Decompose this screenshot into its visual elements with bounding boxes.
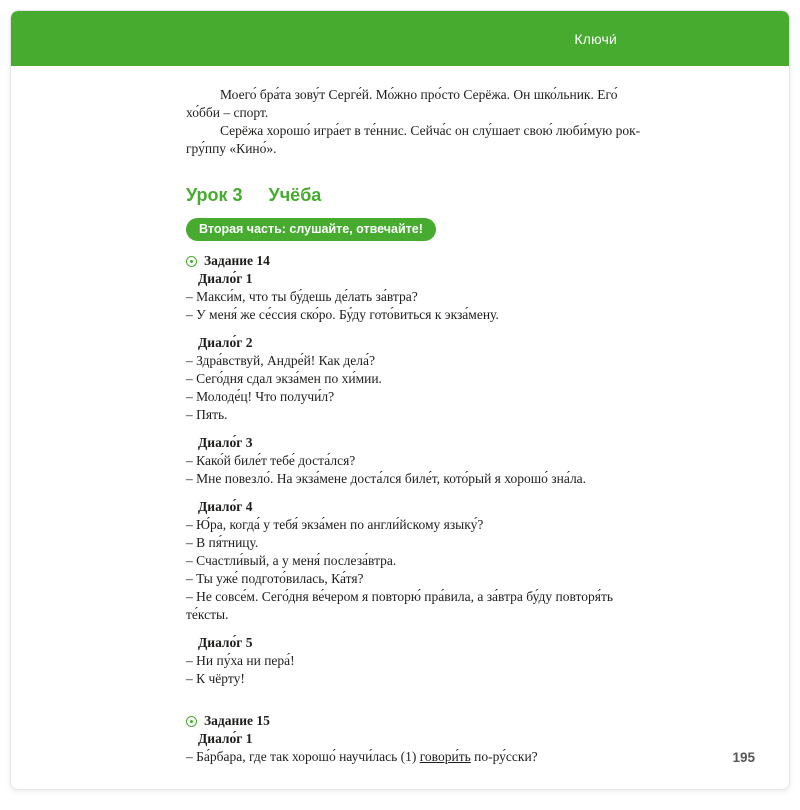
task-header (186, 712, 651, 730)
dialog-line: – Ни пу́ха ни пера́! (186, 653, 295, 668)
dialog-line: – Молоде́ц! Что получи́л? (186, 389, 335, 404)
section-badge: Вторая часть: слушайте, отвечайте! (186, 218, 436, 241)
dialog-line: – Како́й биле́т тебе́ доста́лся? (186, 453, 356, 468)
lesson-heading (186, 184, 651, 206)
dialog-title: Диало́г 1 (198, 271, 253, 286)
dialog (186, 334, 651, 424)
intro-paragraph: Серёжа хорошо́ игра́ет в те́ннис. Сейча́с он слу́шает свою́ люби́мую рок-гру́ппу «Кино́». (186, 123, 641, 156)
dialog-line: – Пять. (186, 407, 228, 422)
lesson-number: Урок 3 (186, 185, 243, 205)
dialog-line (186, 748, 651, 766)
page-number: 195 (732, 750, 755, 765)
dialog-line: – Счастли́вый, а у меня́ послеза́втра. (186, 553, 397, 568)
dialog-line: – К чёрту! (186, 671, 245, 686)
dialog (186, 730, 651, 766)
listen-task-icon (186, 256, 197, 267)
dialog-line: – У меня́ же се́ссия ско́ро. Бу́ду гото́виться к экза́мену. (186, 307, 499, 322)
listen-task-icon (186, 716, 197, 727)
dialog (186, 270, 651, 324)
dialog (186, 434, 651, 488)
dialog-title: Диало́г 3 (198, 435, 253, 450)
dialog-title: Диало́г 4 (198, 499, 253, 514)
dialog-title: Диало́г 5 (198, 635, 253, 650)
dialog-title: Диало́г 2 (198, 335, 253, 350)
page-header-band (11, 11, 789, 66)
task-title: Задание 15 (204, 713, 270, 728)
task-title: Задание 14 (204, 253, 270, 268)
dialog-line: – В пя́тницу. (186, 535, 259, 550)
lesson-name: Учёба (268, 185, 322, 205)
dialog (186, 634, 651, 688)
dialog-line: – Не совсе́м. Сего́дня ве́чером я повторю́ пра́вила, а за́втра бу́ду повторя́ть те́ксты. (186, 589, 613, 622)
dialog-line: – Мне повезло́. На экза́мене доста́лся биле́т, кото́рый я хорошо́ зна́ла. (186, 471, 587, 486)
dialog-title: Диало́г 1 (198, 731, 253, 746)
task-14 (186, 252, 651, 688)
book-page (10, 10, 790, 790)
task-header (186, 252, 651, 270)
page-content (11, 66, 789, 766)
dialog (186, 498, 651, 624)
dialog-line: – Ты уже́ подгото́вилась, Ка́тя? (186, 571, 364, 586)
dialog-line-text: по-ру́сски? (470, 749, 538, 764)
dialog-line-underlined-answer: говори́ть (419, 749, 471, 764)
task-15 (186, 712, 651, 766)
dialog-line-text: – Ба́рбара, где так хорошо́ научи́лась (1) (186, 749, 420, 764)
header-label: Ключи́ (574, 30, 617, 47)
intro-paragraph: Моего́ бра́та зову́т Серге́й. Мо́жно про́сто Серёжа. Он шко́льник. Его́ хо́бби – спорт. (186, 87, 618, 120)
dialog-line: – Ю́ра, когда́ у тебя́ экза́мен по англи́йскому языку́? (186, 517, 484, 532)
dialog-line: – Здра́вствуй, Андре́й! Как дела́? (186, 353, 375, 368)
dialog-line: – Макси́м, что ты бу́дешь де́лать за́втра? (186, 289, 418, 304)
dialog-line: – Сего́дня сдал экза́мен по хи́мии. (186, 371, 382, 386)
